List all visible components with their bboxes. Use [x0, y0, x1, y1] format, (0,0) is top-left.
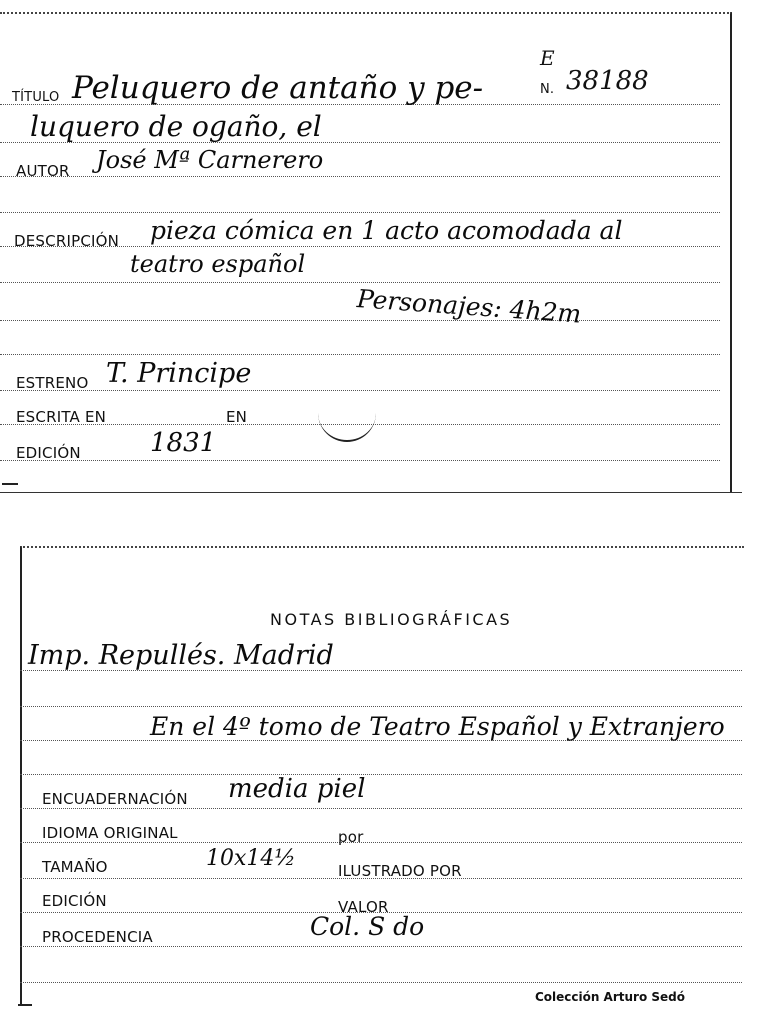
por-label: por	[338, 828, 364, 846]
estreno-value: T. Principe	[106, 358, 252, 389]
tamano-value: 10x14½	[206, 846, 296, 871]
rule-line	[20, 982, 742, 983]
rule-line	[0, 390, 720, 391]
edge-mark	[2, 483, 18, 485]
notes-line1: Imp. Repullés. Madrid	[28, 640, 334, 671]
edge-mark	[18, 1004, 32, 1006]
titulo-value-line1: Peluquero de antaño y pe-	[72, 70, 484, 106]
personajes-value: Personajes: 4h2m	[356, 284, 583, 329]
edicion-value: 1831	[150, 428, 217, 458]
rule-line	[0, 354, 720, 355]
rule-line	[20, 706, 742, 707]
collection-footer: Colección Arturo Sedó	[534, 990, 685, 1004]
ilustrado-por-label: ILUSTRADO POR	[338, 862, 462, 880]
number-prefix: E	[540, 46, 555, 70]
notes-line2: En el 4º tomo de Teatro Español y Extranjero	[150, 712, 725, 741]
rule-line	[20, 808, 742, 809]
catalog-number: 38188	[566, 66, 649, 96]
rule-line	[0, 282, 720, 283]
edicion-label: EDICIÓN	[16, 444, 81, 462]
descripcion-value-line1: pieza cómica en 1 acto acomodada al	[150, 216, 623, 245]
rule-line	[0, 176, 720, 177]
rule-line	[0, 320, 720, 321]
autor-value: José Mª Carnerero	[96, 146, 324, 174]
procedencia-value: Col. S do	[310, 912, 425, 941]
titulo-label: TÍTULO	[12, 90, 60, 105]
scan-separator	[0, 492, 742, 493]
procedencia-label: PROCEDENCIA	[42, 928, 153, 946]
escrita-en-label: ESCRITA EN	[16, 408, 107, 426]
encuadernacion-value: media piel	[228, 774, 366, 804]
tamano-label: TAMAÑO	[42, 858, 108, 876]
autor-label: AUTOR	[16, 162, 70, 180]
idioma-original-label: IDIOMA ORIGINAL	[42, 824, 178, 842]
en-label: EN	[226, 408, 248, 426]
titulo-value-line2: luquero de ogaño, el	[30, 110, 322, 143]
rule-line	[0, 212, 720, 213]
rule-line	[20, 842, 742, 843]
encuadernacion-label: ENCUADERNACIÓN	[42, 790, 188, 808]
number-label: N.	[540, 82, 555, 97]
descripcion-label: DESCRIPCIÓN	[14, 232, 120, 250]
rule-line	[0, 460, 720, 461]
rule-line	[20, 774, 742, 775]
descripcion-value-line2: teatro español	[130, 250, 306, 278]
valor-label: VALOR	[338, 898, 389, 916]
edicion2-label: EDICIÓN	[42, 892, 107, 910]
notas-heading: NOTAS BIBLIOGRÁFICAS	[270, 610, 513, 629]
estreno-label: ESTRENO	[16, 374, 89, 392]
rule-line	[20, 946, 742, 947]
